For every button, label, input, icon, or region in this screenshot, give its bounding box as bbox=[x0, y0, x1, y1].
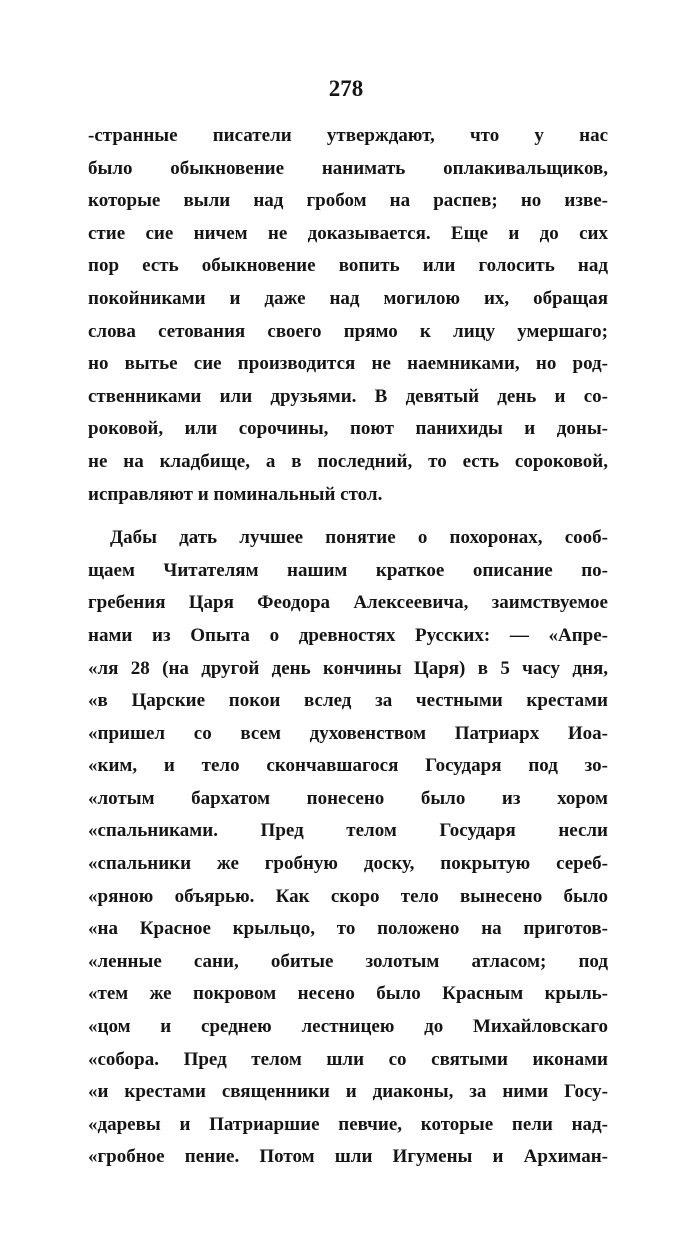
text-line: «на Красное крыльцо, то положено на приготов- bbox=[88, 918, 608, 940]
text-line: пор есть обыкновение вопить или голосить над bbox=[88, 255, 608, 277]
text-line: «тем же покровом несено было Красным крыль- bbox=[88, 983, 608, 1005]
text-line: которые выли над гробом на распев; но изве- bbox=[88, 190, 608, 212]
text-line: «даревы и Патриаршие певчие, которые пели над- bbox=[88, 1113, 608, 1135]
text-line: «собора. Пред телом шли со святыми иконами bbox=[88, 1048, 608, 1070]
text-line: «спальниками. Пред телом Государя несли bbox=[88, 820, 608, 842]
text-line: но вытье сие производится не наемниками, но род- bbox=[88, 353, 608, 375]
text-line: Дабы дать лучшее понятие о похоронах, сооб- bbox=[110, 527, 608, 549]
paragraph-2 bbox=[88, 522, 608, 1174]
body-text bbox=[88, 120, 608, 1174]
text-line: «цом и среднею лестницею до Михайловскаго bbox=[88, 1016, 608, 1038]
text-line: «ким, и тело скончавшагося Государя под зо- bbox=[88, 755, 608, 777]
text-line: стие сие ничем не доказывается. Еще и до сих bbox=[88, 222, 608, 244]
text-line: «пришел со всем духовенством Патриарх Иоа- bbox=[88, 722, 608, 744]
text-line: «ряною объярью. Как скоро тело вынесено было bbox=[88, 885, 608, 907]
text-line: «в Царские покои вслед за честными крестами bbox=[88, 690, 608, 712]
text-line: -странные писатели утверждают, что у нас bbox=[88, 125, 608, 146]
text-line: роковой, или сорочины, поют панихиды и доны- bbox=[88, 418, 608, 440]
text-line: нами из Опыта о древностях Русских: — «Апре- bbox=[88, 624, 608, 646]
text-line: «ленные сани, обитые золотым атласом; под bbox=[88, 950, 608, 972]
text-line: исправляют и поминальный стол. bbox=[88, 483, 383, 505]
text-line: «лотым бархатом понесено было из хором bbox=[88, 787, 608, 809]
text-line: «и крестами священники и диаконы, за ними Госу- bbox=[88, 1081, 608, 1103]
text-line: слова сетования своего прямо к лицу умершаго; bbox=[88, 320, 608, 342]
text-line: ственниками или друзьями. В девятый день и со- bbox=[88, 385, 608, 407]
text-line: щаем Читателям нашим краткое описание по- bbox=[88, 559, 608, 581]
page-number: 278 bbox=[328, 76, 364, 101]
text-line: «гробное пение. Потом шли Игумены и Архиман- bbox=[88, 1146, 608, 1168]
paragraph-1 bbox=[88, 120, 608, 511]
text-line: гребения Царя Феодора Алексеевича, заимствуемое bbox=[88, 592, 608, 614]
text-line: «ля 28 (на другой день кончины Царя) в 5 часу дня, bbox=[88, 657, 608, 679]
text-line: покойниками и даже над могилою их, обращая bbox=[88, 287, 608, 309]
paragraph-gap bbox=[88, 511, 608, 522]
text-line: «спальники же гробную доску, покрытую сереб- bbox=[88, 853, 608, 875]
text-line: было обыкновение нанимать оплакивальщиков, bbox=[88, 157, 608, 179]
text-line: не на кладбище, а в последний, то есть сороковой, bbox=[88, 450, 608, 472]
